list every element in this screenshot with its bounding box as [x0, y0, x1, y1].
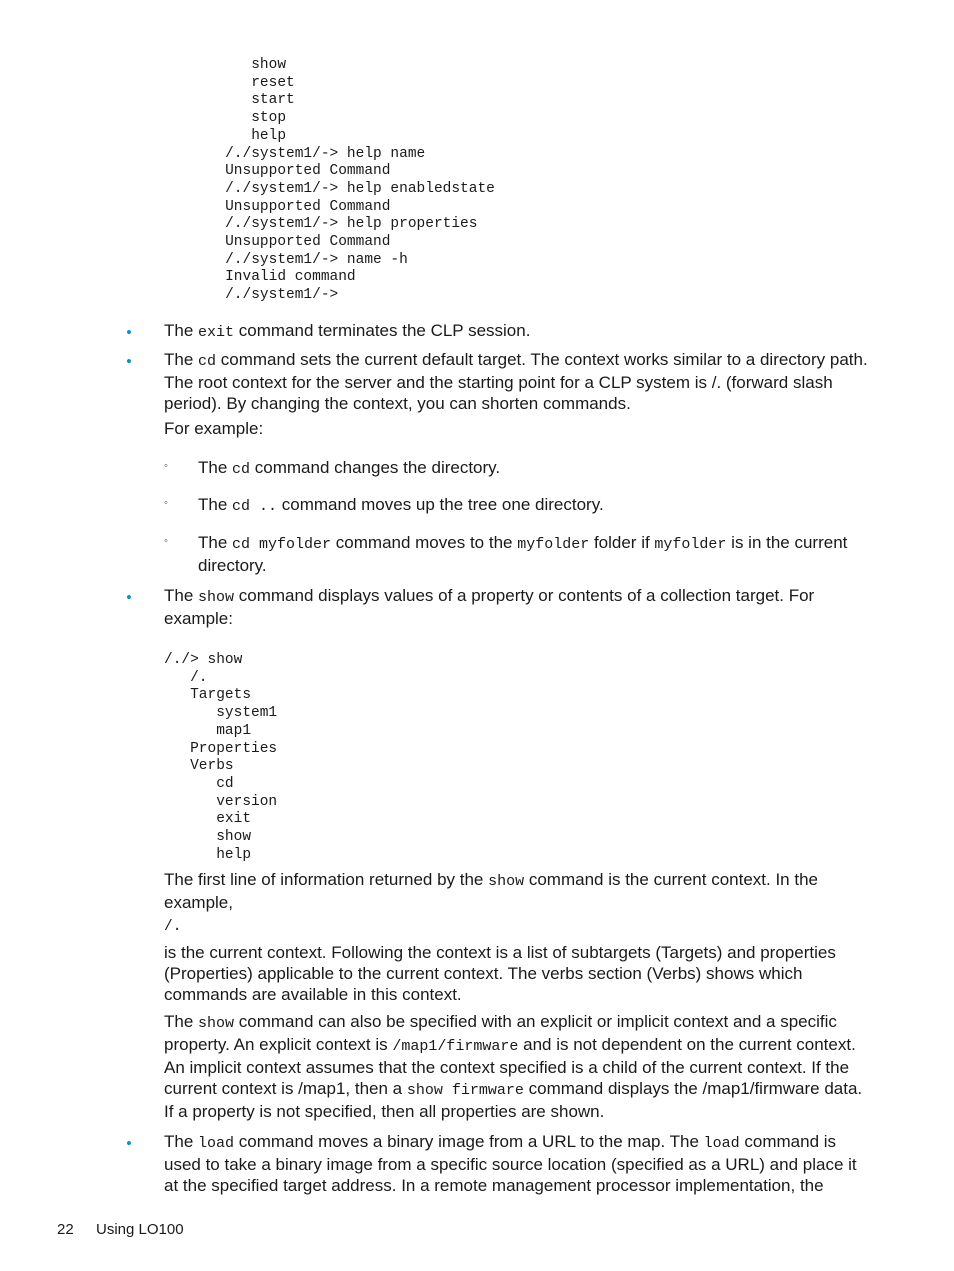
sub-bullet-2: ◦: [164, 497, 168, 509]
cd-code: cd: [198, 353, 217, 370]
code-line: show: [216, 829, 252, 846]
code-line: exit: [216, 811, 252, 828]
code-line: show: [251, 57, 287, 73]
code-line: Unsupported Command: [225, 163, 391, 180]
sub-bullet-3: ◦: [164, 535, 168, 547]
bullet-exit: •: [126, 323, 132, 342]
footer-section-title: Using LO100: [96, 1221, 184, 1238]
code-line: help: [251, 127, 287, 144]
bullet-cd: •: [126, 352, 132, 371]
sub-bullet-1: ◦: [164, 460, 168, 472]
code-line: Verbs: [190, 758, 234, 775]
cd-subitem-3: The cd myfolder command moves to the myfolder folder if myfolder is in the current directory.: [198, 533, 848, 575]
code-line: Invalid command: [225, 269, 356, 286]
code-line: /./system1/-> help enabledstate: [225, 180, 495, 197]
code-line: Unsupported Command: [225, 198, 391, 215]
show-command-item: The show command displays values of a property or contents of a collection target. For example:: [164, 586, 815, 628]
show-para-3: The show command can also be specified with an explicit or implicit context and a specific property. An explicit context is /map1/firmware and is not dependent on the current context. An implicit context assumes that the context specified is a child of the current context. If the current context is /map1, then a show firmware command displays the /map1/firmware data. If a property is not specified, then all properties are shown.: [164, 1012, 863, 1121]
show-code: show: [198, 589, 235, 606]
code-line: /.: [190, 669, 208, 686]
load-command-item: The load command moves a binary image from a URL to the map. The load command is used to take a binary image from a specific source location (specified as a URL) and place it at the specified target address. In a remote management processor implementation, the: [164, 1132, 857, 1195]
code-line: reset: [251, 74, 295, 91]
show-para-2: is the current context. Following the context is a list of subtargets (Targets) and properties (Properties) applicable to the current context. The verbs section (Verbs) shows which commands are available in this context.: [164, 943, 836, 1004]
code-block-show: [164, 652, 277, 864]
context-code: /.: [164, 919, 182, 935]
bullet-load: •: [126, 1134, 132, 1153]
code-line: cd: [216, 775, 234, 792]
code-line: start: [251, 92, 295, 109]
show-para-1: The first line of information returned by the show command is the current context. In the example,: [164, 870, 818, 912]
code-line: Unsupported Command: [225, 234, 391, 251]
cd-subitem-1: The cd command changes the directory.: [198, 458, 501, 478]
code-line: /./system1/->: [199, 287, 339, 304]
code-line: version: [216, 793, 278, 810]
code-line: /./system1/-> name -h: [225, 251, 408, 268]
code-line: Properties: [190, 740, 278, 757]
code-line: Targets: [190, 687, 252, 704]
code-line: help: [164, 846, 252, 863]
cd-command-item: The cd command sets the current default target. The context works similar to a directory path. The root context for the server and the starting point for a CLP system is /. (forward slash period). By changing the context, you can shorten commands.: [164, 350, 868, 413]
bullet-show: •: [126, 588, 132, 607]
page-number: 22: [57, 1221, 74, 1238]
cd-example-intro: For example:: [164, 419, 264, 438]
cd-subitem-2: The cd .. command moves up the tree one directory.: [198, 495, 604, 515]
code-line: stop: [251, 110, 287, 127]
code-block-system1: [199, 57, 495, 305]
code-line: system1: [216, 705, 278, 722]
code-line: /./system1/-> help properties: [225, 216, 478, 233]
code-line: /./> show: [164, 652, 243, 668]
exit-command-item: The exit command terminates the CLP session.: [164, 321, 531, 341]
exit-code: exit: [198, 324, 235, 341]
code-line: map1: [216, 722, 252, 739]
code-line: /./system1/-> help name: [225, 145, 426, 162]
